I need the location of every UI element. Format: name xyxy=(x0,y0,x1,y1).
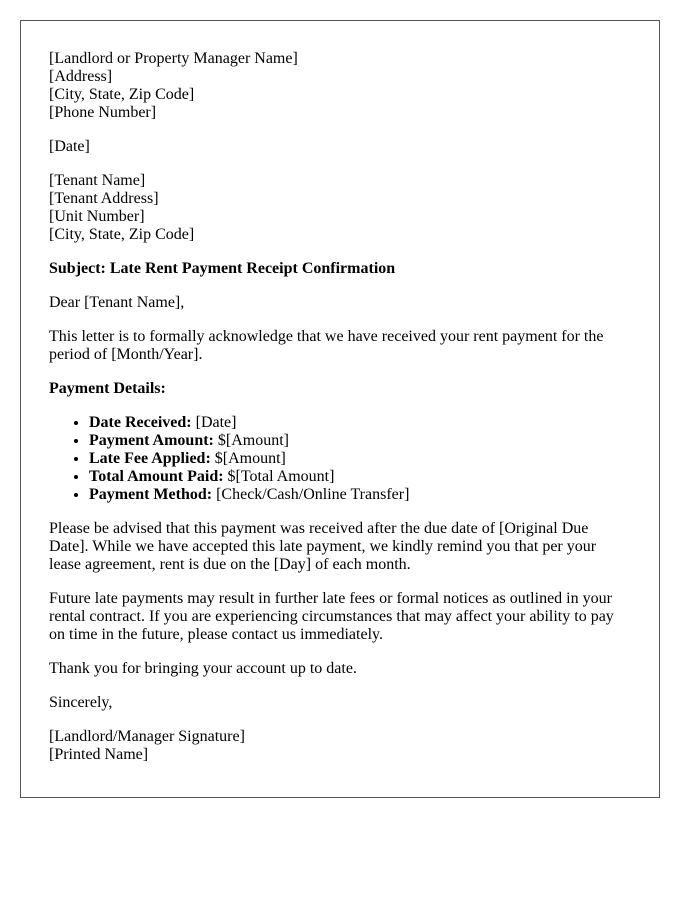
signature-line: [Landlord/Manager Signature] xyxy=(49,728,245,745)
recipient-address: [Tenant Address] xyxy=(49,190,159,207)
letter-document xyxy=(20,20,660,798)
sender-block xyxy=(49,50,631,122)
detail-value: $[Amount] xyxy=(213,432,289,449)
subject-line: Subject: Late Rent Payment Receipt Confirmation xyxy=(49,260,396,277)
detail-label: Date Received: xyxy=(89,414,192,431)
detail-value: $[Amount] xyxy=(210,450,286,467)
sender-address: [Address] xyxy=(49,68,113,85)
list-item xyxy=(89,414,631,432)
sender-phone: [Phone Number] xyxy=(49,104,157,121)
recipient-city-state-zip: [City, State, Zip Code] xyxy=(49,226,195,243)
detail-value: [Check/Cash/Online Transfer] xyxy=(212,486,410,503)
sender-city-state-zip: [City, State, Zip Code] xyxy=(49,86,195,103)
detail-label: Payment Amount: xyxy=(89,432,214,449)
recipient-name: [Tenant Name] xyxy=(49,172,146,189)
intro-paragraph: This letter is to formally acknowledge that we have received your rent payment for the period of [Month/Year]. xyxy=(49,328,604,363)
closing: Sincerely, xyxy=(49,694,113,711)
payment-details-list xyxy=(49,414,631,504)
recipient-block xyxy=(49,172,631,244)
advised-paragraph: Please be advised that this payment was received after the due date of [Original Due Date]. While we have accepted this late payment, we kindly remind you that per your lease agreement, rent is due on the [Day] of each month. xyxy=(49,520,597,573)
salutation: Dear [Tenant Name], xyxy=(49,294,185,311)
list-item xyxy=(89,486,631,504)
list-item xyxy=(89,468,631,486)
letter-date: [Date] xyxy=(49,138,90,155)
detail-label: Total Amount Paid: xyxy=(89,468,224,485)
list-item xyxy=(89,450,631,468)
recipient-unit: [Unit Number] xyxy=(49,208,145,225)
detail-value: $[Total Amount] xyxy=(223,468,335,485)
detail-value: [Date] xyxy=(191,414,237,431)
signature-block xyxy=(49,728,631,764)
thanks-paragraph: Thank you for bringing your account up to date. xyxy=(49,660,357,677)
future-payments-paragraph: Future late payments may result in further late fees or formal notices as outlined in your rental contract. If you are experiencing circumstances that may affect your ability to pay on time in the future, please contact us immediately. xyxy=(49,590,614,643)
sender-name: [Landlord or Property Manager Name] xyxy=(49,50,298,67)
date-block xyxy=(49,138,631,156)
detail-label: Payment Method: xyxy=(89,486,213,503)
printed-name: [Printed Name] xyxy=(49,746,149,763)
list-item xyxy=(89,432,631,450)
detail-label: Late Fee Applied: xyxy=(89,450,211,467)
payment-details-heading: Payment Details: xyxy=(49,380,166,397)
